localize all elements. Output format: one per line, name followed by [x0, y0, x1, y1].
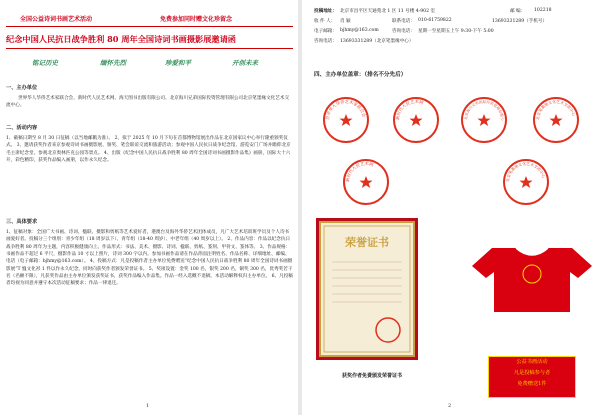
svg-text:北京笔墨缘文化艺术交流中心: 北京笔墨缘文化艺术交流中心 [534, 98, 577, 121]
badge-line-2: 凡是投稿参与者 [513, 370, 551, 376]
certificate-title: 荣誉证书 [345, 236, 389, 249]
page-number-left: 1 [146, 403, 150, 409]
consult-label: 咨询电话： [314, 39, 337, 44]
seal-stamp-3 [460, 96, 508, 144]
t-shirt-badge [488, 356, 576, 398]
svg-text:新时代人民艺术网: 新时代人民艺术网 [344, 160, 375, 183]
badge-line-3: 免费赠送1件 [517, 381, 547, 387]
top-line-left: 全国公益诗词书画艺术活动 [20, 16, 93, 23]
page-left [0, 0, 298, 415]
certificate-caption: 获奖作者免费颁发荣誉证书 [342, 373, 403, 379]
recipient-label: 收 件 人： [314, 19, 336, 24]
seal-stamp-4 [532, 96, 580, 144]
section4-heading: 四、主办单位盖章：（排名不分先后） [314, 72, 407, 78]
title-rule-top [6, 26, 293, 27]
page-number-right: 2 [448, 403, 452, 409]
top-line-right: 免费参加同时赠文化珍留念 [160, 16, 233, 23]
address-label: 投稿地址： [314, 9, 337, 14]
page-title: 纪念中国人民抗日战争胜利 80 周年全国诗词书画摄影展邀请函 [6, 34, 236, 44]
svg-text:北京笔墨缘文化艺术交流中心: 北京笔墨缘文化艺术交流中心 [504, 160, 547, 183]
seal-stamp-2 [392, 96, 440, 144]
seal-stamp-5 [342, 158, 390, 206]
seal-stamp-1 [322, 96, 370, 144]
email-label: 电子邮箱： [314, 29, 337, 34]
honor-certificate [316, 218, 418, 360]
hours-label: 咨询电话： [392, 29, 415, 34]
consult-value: 13693331289（北京笔墨缘中心） [340, 39, 414, 44]
t-shirt-image [472, 248, 592, 312]
postcode-value: 102218 [534, 8, 552, 13]
seal-stamp-6 [502, 158, 550, 206]
svg-text:北京海川兄弟国际投资管理有限公司: 北京海川兄弟国际投资管理有限公 [463, 99, 505, 121]
phone-label: 联系电话： [392, 19, 415, 24]
section1-heading: 一、主办单位 [6, 85, 38, 91]
slogan-4: 开创未来 [232, 59, 258, 67]
postcode-label: 邮 编： [510, 9, 526, 14]
recipient-value: 肖 颖 [340, 19, 351, 24]
slogan-2: 缅怀先烈 [100, 59, 126, 67]
phone-value: 010-61759822 [418, 18, 452, 23]
slogan-3: 珍爱和平 [165, 59, 191, 67]
section2-heading: 二、活动内容 [6, 125, 38, 131]
title-rule-bottom [6, 48, 293, 49]
address-value: 北京市昌平区天通苑北 1 区 11 号楼 4-902 室 [340, 9, 436, 14]
section3-text: 1、征稿对象：全国广大书画、诗词、楹联、摄影和剪纸等艺术爱好者，港澳台及海外华侨艺术团体成员，凡广大艺术培训班学员及个人诗书画爱好者。投稿分三个组别：青少年组（18 周岁以下）、青年组（18-40 周岁）、中老年组（40 周岁以上）。 2、作品内容：作品以纪念抗日战争胜利 80 周年为主题，内容积极健康向上。作品形式：书法、美术、摄影、诗词、楹联、剪纸、篆刻、甲骨文、篆体等。 3、作品规格：书画作品不超过 6 平尺，摄影作品 10 寸以上照片，诗词 300 字以内。参加书画作品请在作品背面注明姓名、作品名称、详细地址、邮编、电话（电子邮箱：bjhmy@163.com）。 4、投稿方式：凡是投稿作者主办单位免费赠送“纪念中国人民抗日战争胜利 80 周年全国诗词书画摄影展”T 恤文化衫 1 件以作永久纪念，同时向获奖作者颁发荣誉证书。 5、奖项设置：金奖 100 名，银奖 200 名，铜奖 300 名，优秀奖若干名（名额不限），凡获奖作品由主办单位颁发获奖证书，获奖作品编入作品集。作品一经入选概不退稿，本活动解释权归主办单位。 6、凡投稿者均视为同意并遵守本次活动征稿要求；作品一律退还。 [6, 230, 293, 287]
mobile-value: 13693331289（手机号） [492, 19, 548, 24]
section3-heading: 三、具体要求 [6, 219, 38, 225]
svg-text:世界华人华侨艺术家联合会: 世界华人华侨艺术家联合会 [324, 98, 367, 121]
email-value[interactable]: bjhmy@163.com [340, 28, 379, 33]
section2-text: 1、截稿日期至 8 月 30 日征稿（以当地邮戳为准）。 2、拟于 2025 年 10 月下旬在首都博物馆展出作品在北京国家议中心举行隆重颁奖仪式。 3、邀请获奖作者来京参观诗词书画摄影展、颁奖、笔会联谊交流和旅游活动；参观中国人民抗日战争纪念馆、游览安门广场并瞻仰北京毛主席纪念堂、参观北京奥林匹克公园等景点。 4、出版《纪念中国人民抗日战争胜利 80 周年全国诗词书画摄影作品集》画册，国际大十六开，彩色精印，获奖作品编入画册，以作永久纪念。 [6, 136, 291, 164]
svg-text:新时代人民艺术网: 新时代人民艺术网 [394, 98, 425, 121]
badge-line-1: 公益书画活动 [516, 359, 548, 365]
page-right [302, 0, 600, 415]
hours-value: 星期一至星期五上午 9:30-下午 5:00 [418, 29, 494, 34]
slogan-1: 铭记历史 [32, 59, 58, 67]
section1-text: 世界华人华侨艺术家联合会、新时代人民艺术网、海天图书出版有限公司、北京海川兄弟国际投资管理有限公司北京笔墨缘文化艺术交流中心。 [6, 96, 290, 109]
